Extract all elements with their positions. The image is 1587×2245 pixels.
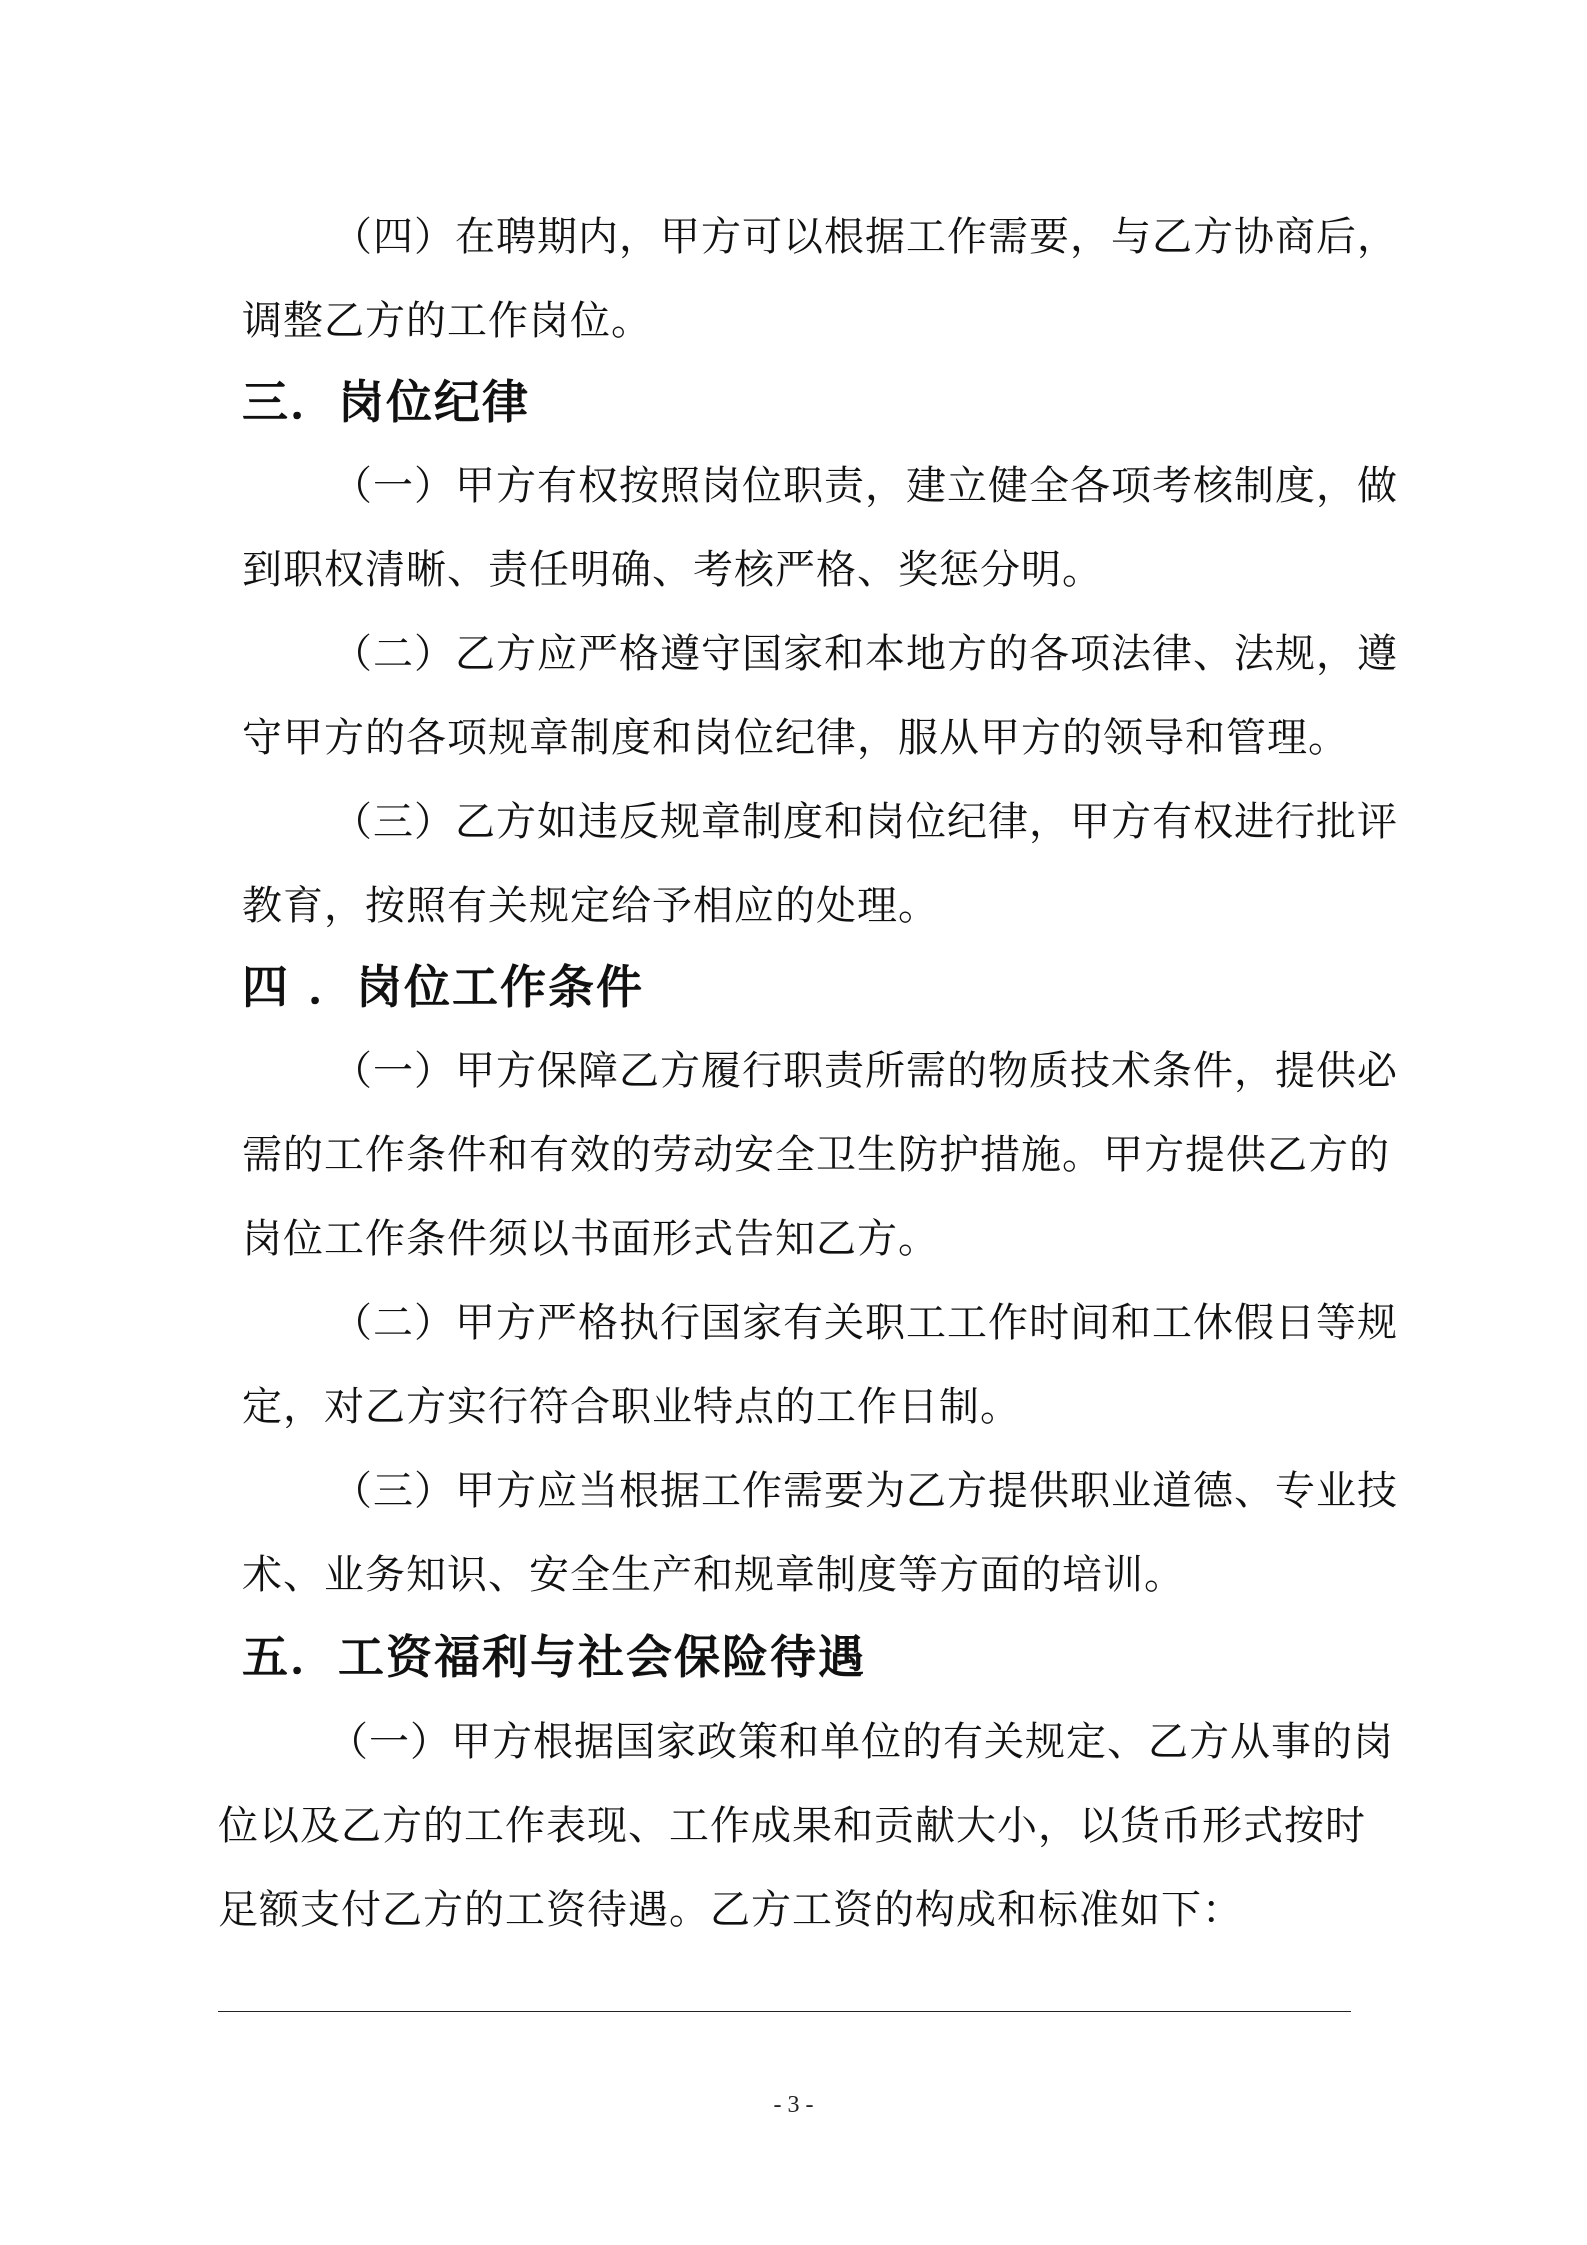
paragraph-line: 守甲方的各项规章制度和岗位纪律，服从甲方的领导和管理。 [242, 715, 1349, 761]
paragraph-line: （一）甲方根据国家政策和单位的有关规定、乙方从事的岗 [328, 1719, 1394, 1765]
paragraph-line: 岗位工作条件须以书面形式告知乙方。 [242, 1216, 939, 1262]
paragraph-line: （三）乙方如违反规章制度和岗位纪律，甲方有权进行批评 [332, 799, 1398, 845]
paragraph-line: （一）甲方保障乙方履行职责所需的物质技术条件，提供必 [332, 1048, 1398, 1094]
paragraph-line: （三）甲方应当根据工作需要为乙方提供职业道德、专业技 [332, 1468, 1398, 1514]
section-heading-wages-benefits: 五．工资福利与社会保险待遇 [242, 1630, 866, 1684]
paragraph-line: 术、业务知识、安全生产和规章制度等方面的培训。 [242, 1552, 1185, 1598]
paragraph-line: 调整乙方的工作岗位。 [242, 298, 652, 344]
paragraph-line: 教育，按照有关规定给予相应的处理。 [242, 883, 939, 929]
paragraph-line: 到职权清晰、责任明确、考核严格、奖惩分明。 [242, 547, 1103, 593]
paragraph-line: 位以及乙方的工作表现、工作成果和贡献大小，以货币形式按时 [218, 1803, 1366, 1849]
paragraph-line: 定，对乙方实行符合职业特点的工作日制。 [242, 1384, 1021, 1430]
paragraph-line: （一）甲方有权按照岗位职责，建立健全各项考核制度，做 [332, 463, 1398, 509]
paragraph-line: （二）乙方应严格遵守国家和本地方的各项法律、法规，遵 [332, 631, 1398, 677]
section-heading-discipline: 三．岗位纪律 [242, 375, 530, 429]
footer-divider [218, 2011, 1351, 2012]
page-number: - 3 - [773, 2092, 814, 2118]
paragraph-line: （四）在聘期内，甲方可以根据工作需要，与乙方协商后， [332, 214, 1398, 260]
paragraph-line: （二）甲方严格执行国家有关职工工作时间和工休假日等规 [332, 1300, 1398, 1346]
paragraph-line: 需的工作条件和有效的劳动安全卫生防护措施。甲方提供乙方的 [242, 1132, 1390, 1178]
paragraph-line: 足额支付乙方的工资待遇。乙方工资的构成和标准如下： [218, 1887, 1243, 1933]
section-heading-work-conditions: 四 ．岗位工作条件 [242, 960, 645, 1014]
